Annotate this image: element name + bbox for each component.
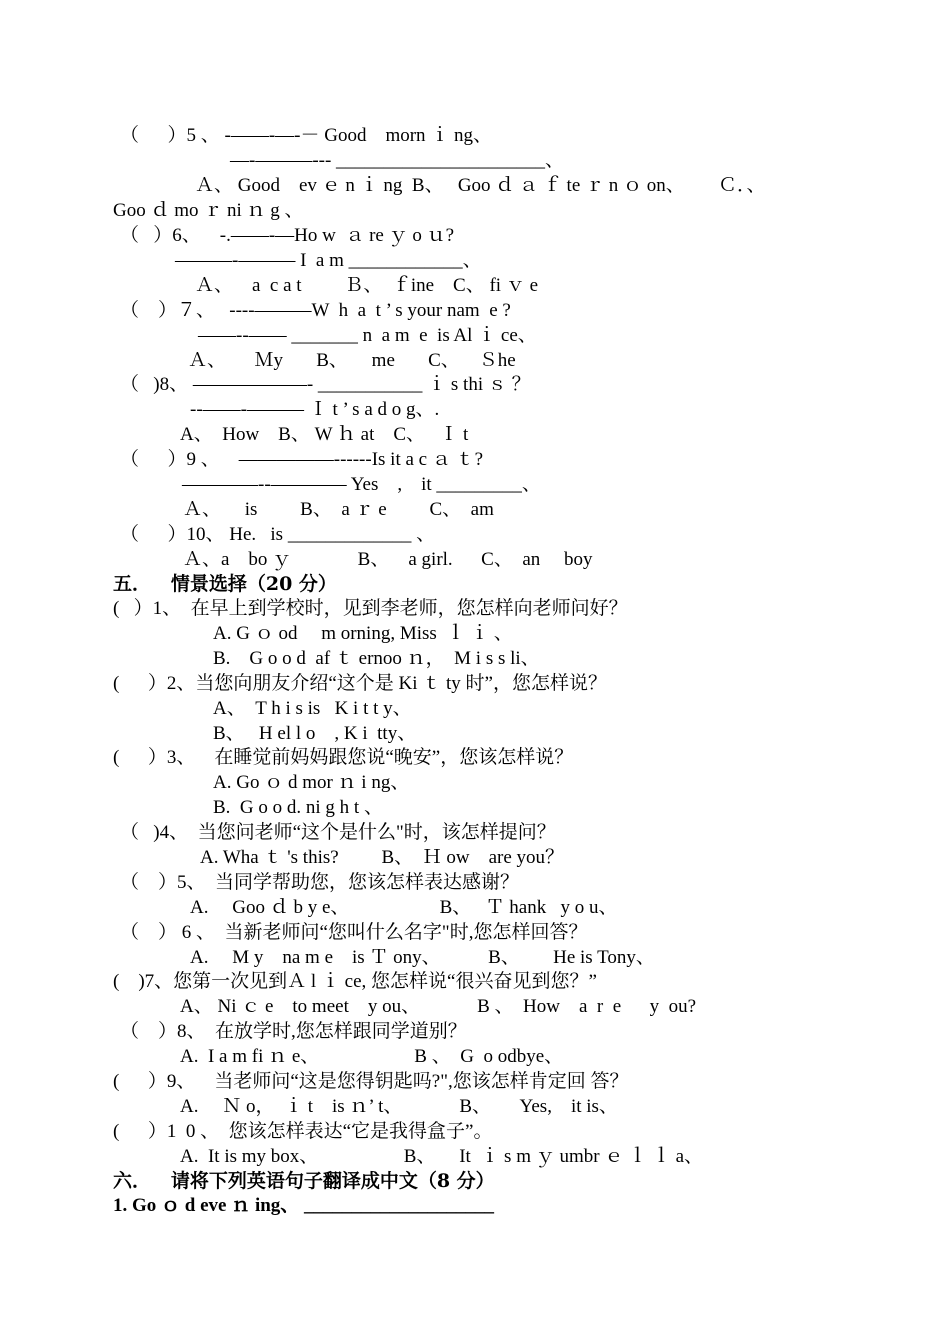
q5-options-cont: Goo ｄ mo ｒ ni ｎ g 、 <box>113 200 304 221</box>
q9-answer-line: ————--———— Yes , it _________、 <box>182 474 541 495</box>
s5-q8-options: A. I a m fi ｎ e、 B 、 G o odbye、 <box>180 1046 564 1067</box>
q7-answer-line: ——--—— _______ n a m e is Al ｉ ce、 <box>198 325 537 346</box>
q10-stem: （ ）10、 He. is _____________ 、 <box>120 524 436 545</box>
s5-q9-options: A. Ｎ o， ｉ t is ｎ’ t、 B、 Yes, it is、 <box>180 1096 618 1117</box>
s5-q1: ( ）1、 在早上到学校时，见到李老师，您怎样向老师问好？ <box>113 598 628 619</box>
q8-stem: （ )8、 ——————- ___________ ｉ s thi ｓ ？ <box>120 374 531 395</box>
s5-q9: ( ）9、 当老师问“这是您得钥匙吗?",您该怎样肯定回 答？ <box>113 1071 629 1092</box>
q8-answer-line: --——-——— Ｉ t ’ s a d o g、. <box>190 399 440 420</box>
q6-options: Ａ、 a c a t Ｂ、 ｆine C、 fi ｖ e <box>195 275 539 296</box>
s5-q4-options: A. Wha ｔ 's this? B、 Ｈ ow are you？ <box>200 847 565 868</box>
q9-options: Ａ、 is B、 a ｒ e C、 am <box>183 499 494 520</box>
q9-stem: （ ）9 、 —————------Is it a c ａ ｔ? <box>120 449 484 470</box>
q5-options: Ａ、 Good ev ｅ n ｉ ng B、 Goo ｄ ａ ｆ te ｒ n ｏ on、 Ｃ．、 <box>195 175 766 196</box>
s5-q1-option-b: B. G o o d af ｔ ernoo ｎ， M i s s li、 <box>213 648 540 669</box>
s5-q3: ( ）3、 在睡觉前妈妈跟您说“晚安”，您该怎样说？ <box>113 747 574 768</box>
q5-stem: （ ）5 、 -——-—-－ Good morn ｉ ng、 <box>120 125 493 146</box>
s5-q6-options: A. M y na m e is Ｔ ony、 B、 He is Tony、 <box>190 947 655 968</box>
s5-q2: ( ）2、当您向朋友介绍“这个是 Ki ｔ ty 时”，您怎样说？ <box>113 673 607 694</box>
s5-q4: （ )4、 当您问老师“这个是什么"时，该怎样提问？ <box>120 822 556 843</box>
s5-q2-option-a: A、 T h i s is K i t t y、 <box>213 698 412 719</box>
s5-q2-option-b: B、 H el l o , K i tty、 <box>213 723 417 744</box>
section5-heading: 五． 情景选择（20 分） <box>113 573 337 595</box>
s5-q7-options: A、 Ni ｃ e to meet y ou、 B 、 How a r e y ou? <box>180 996 697 1017</box>
q8-options: A、 How B、 W ｈ at C、 Ｉ t <box>180 424 469 445</box>
s5-q10: ( ）1 0 、 您该怎样表达“它是我得盒子”。 <box>113 1121 493 1142</box>
s5-q5-options: A. Goo ｄ b y e、 B、 Ｔ hank y o u、 <box>190 897 618 918</box>
q7-options: Ａ、 Ｍy B、 me C、 Ｓhe <box>188 350 516 371</box>
q10-options: Ａ、a bo ｙ B、 a girl. C、 an boy <box>183 549 593 570</box>
s5-q10-options: A. It is my box、 B、 It ｉ s m ｙ umbr ｅ ｌ ｌ a、 <box>180 1146 704 1167</box>
q7-stem: （ ）７、 ----———W h a t ’ s your nam e ? <box>120 300 511 321</box>
s5-q3-option-a: A. Go ｏ d mor ｎ i ng、 <box>213 772 410 793</box>
q6-stem: （ ）6、 -.——-—Ho w ａ re ｙ o ｕ? <box>120 225 455 246</box>
s5-q7: ( )7、您第一次见到Ａ l ｉ ce, 您怎样说“很兴奋见到您？” <box>113 971 597 992</box>
s5-q5: （ ）5、 当同学帮助您，您该怎样表达感谢？ <box>120 872 520 893</box>
s5-q8: （ ）8、 在放学时,您怎样跟同学道别？ <box>120 1021 467 1042</box>
q5-answer-line: —-———--- ______________________、 <box>230 150 565 171</box>
s5-q6: （ ） 6 、 当新老师问“您叫什么名字"时,您怎样回答？ <box>120 922 588 943</box>
s5-q3-option-b: B. G o o d. ni g h t 、 <box>213 797 383 818</box>
s6-item-1: 1. Go ｏ d eve ｎ ing、 ____________________ <box>113 1195 495 1216</box>
section6-heading: 六． 请将下列英语句子翻译成中文（8 分） <box>113 1170 495 1192</box>
s5-q1-option-a: A. G ｏ od m orning, Miss ｌ ｉ 、 <box>213 623 513 644</box>
q6-answer-line: ———-——— I a m ____________、 <box>175 250 482 271</box>
